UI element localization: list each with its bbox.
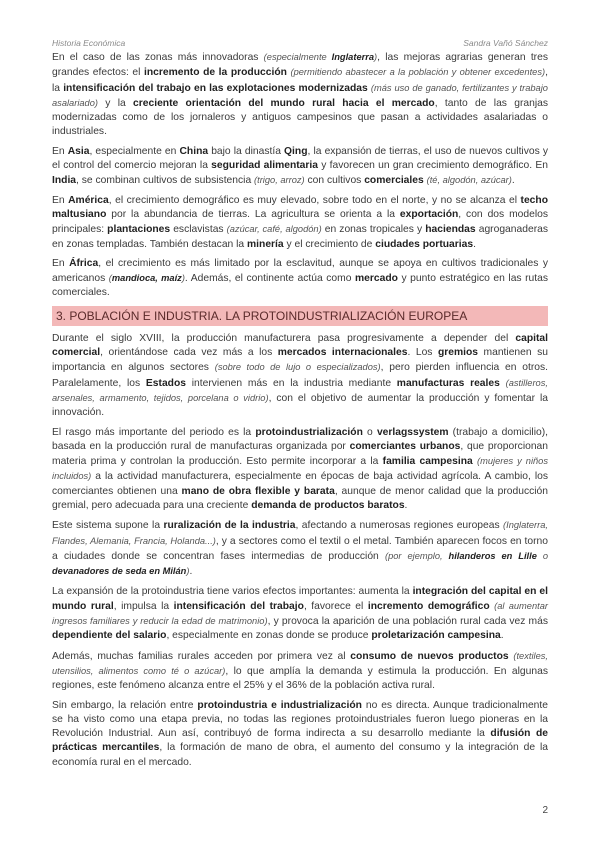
text-run: , la [52, 67, 548, 94]
bold-term: haciendas [425, 224, 476, 236]
bold-term: mano de obra flexible y barata [181, 485, 335, 497]
text-run: y el crecimiento de [283, 238, 376, 250]
bold-term: exportación [399, 208, 459, 220]
text-run: , orientándose cada vez más a los [100, 347, 278, 359]
text-run: , la expansión de tierras, el uso de nuevos cultivos y el control del comercio mejoran la [52, 145, 548, 172]
paragraph-4 [52, 257, 548, 301]
paragraph-3 [52, 194, 548, 252]
header-left: Historia Económica [52, 38, 126, 48]
paragraph-5 [52, 332, 548, 421]
text-run: , el crecimiento demográfico es muy elevado, sobre todo en el norte, y no se alcanza el [108, 194, 521, 206]
text-run: , pero pierden influencia en otros. Paralelamente, los [52, 362, 548, 389]
paragraph-6 [52, 426, 548, 514]
text-run: , especialmente en zonas donde se produce [166, 630, 372, 642]
text-run: mantienen su importancia en algunos sectores [52, 347, 548, 374]
bold-term: proletarización campesina [371, 630, 501, 642]
italic-note: (al aumentar ingresos familiares y reducir la edad de matrimonio) [52, 600, 548, 627]
bold-term: comerciales [364, 175, 424, 187]
text-run: , especialmente en [89, 145, 180, 157]
bold-italic-term: hilanderos en Lille [448, 550, 537, 561]
bold-term: capital comercial [52, 332, 548, 359]
bold-term: India [52, 175, 77, 187]
text-run: . [511, 175, 515, 187]
paragraph-2 [52, 145, 548, 189]
page-number: 2 [542, 805, 548, 816]
paragraph-9 [52, 649, 548, 694]
bold-term: ciudades portuarias [375, 238, 474, 250]
text-run: y favorecen un gran crecimiento demográfico. En [318, 160, 548, 172]
text-run: En el caso de las zonas más innovadoras [52, 52, 264, 63]
text-run: . Los [407, 347, 438, 359]
text-run: agroganaderas en zonas templadas. También destacan la [52, 224, 548, 250]
text-run: por la abundancia de tierras. La agricultura se orienta a la [106, 208, 400, 220]
bold-term: ruralización de la industria [163, 520, 296, 532]
text-run: , y provoca la aparición de una población rural cada vez más [267, 616, 549, 628]
bold-term: plantaciones [107, 224, 171, 236]
italic-note: (té, algodón, azúcar) [426, 175, 512, 186]
bold-term: creciente orientación del mundo rural hacia el mercado [133, 97, 435, 109]
header-right: Sandra Vañó Sánchez [463, 38, 548, 48]
text-run: , tanto de las granjas modernizadas como de los jornaleros y antiguos campesinos que pasan a actividades asalariadas o industriales. [52, 97, 549, 138]
bold-italic-term: mandioca, maíz [111, 273, 182, 284]
text-run: y punto estratégico en las rutas comerciales. [52, 273, 549, 299]
italic-note: ) [374, 52, 378, 62]
bold-term: Qing [284, 145, 308, 157]
italic-note: (por ejemplo, [385, 550, 449, 561]
bold-term: techo maltusiano [52, 194, 548, 220]
text-run: , con el objetivo de aumentar la producción y fomentar la innovación. [52, 392, 549, 419]
text-run: , se combinan cultivos de subsistencia [76, 175, 255, 187]
text-run: Durante el siglo XVIII, la producción manufacturera pasa progresivamente a depender del [52, 332, 516, 344]
italic-note: ) [186, 566, 190, 577]
text-run: . [189, 566, 193, 578]
paragraph-7 [52, 518, 548, 579]
italic-note: (Inglaterra, Flandes, Alemania, Francia, Holanda...) [52, 520, 548, 546]
italic-note: (especialmente [263, 52, 332, 62]
bold-term: verlagssystem [376, 426, 449, 438]
bold-term: manufacturas reales [396, 377, 500, 389]
document-body [52, 50, 548, 775]
bold-term: incremento de la producción [144, 67, 287, 79]
bold-term: mercados internacionales [277, 347, 408, 359]
bold-term: minería [247, 238, 284, 250]
text-run: esclavistas [170, 224, 227, 236]
bold-term: familia campesina [382, 456, 473, 468]
italic-note: (trigo, arroz) [254, 175, 305, 186]
italic-note: (permitiendo abastecer a la población y obtener excedentes) [290, 67, 546, 78]
italic-note: ( [108, 273, 112, 284]
bold-term: dependiente del salario [52, 630, 167, 642]
italic-note: ) [181, 273, 185, 284]
italic-note: (más uso de ganado, fertilizantes y trabajo asalariado) [52, 82, 548, 108]
bold-term: comerciantes urbanos [349, 440, 461, 452]
italic-note: (textiles, utensilios, alimentos como té o azúcar) [52, 650, 548, 676]
text-run: (trabajo a domicilio), basada en la producción rural de manufacturas organizada por [52, 426, 548, 452]
text-run: La expansión de la protoindustria tiene varios efectos importantes: aumenta la [52, 585, 413, 597]
text-run: , con dos modelos principales: [52, 208, 548, 236]
text-run: Este sistema supone la [52, 520, 164, 532]
text-run: Además, muchas familias rurales acceden por primera vez al [52, 650, 351, 662]
text-run: no es directa. Aunque tradicionalmente se ha visto como una etapa previa, no todas las regiones protoindustriales fueron luego pioneras en la Revolución Industrial. Aun así, contribuyó de forma indirecta a su desarrollo mediante la [52, 699, 549, 740]
bold-term: China [179, 145, 209, 157]
text-run: . Además, el continente actúa como [184, 273, 356, 285]
text-run: o [362, 426, 377, 438]
bold-term: protoindustrialización [255, 426, 363, 438]
bold-term: África [69, 257, 99, 269]
text-run: , afectando a numerosas regiones europeas [295, 520, 504, 532]
italic-note: (astilleros, arsenales, armamento, tejidos, porcelana o vidrio) [52, 377, 548, 403]
bold-term: difusión de prácticas mercantiles [52, 728, 549, 754]
bold-term: consumo de nuevos productos [350, 650, 509, 662]
text-run: . [473, 238, 476, 250]
bold-term: gremios [437, 347, 479, 359]
text-run: , impulsa la [113, 600, 174, 612]
text-run: bajo la dinastía [208, 145, 285, 157]
text-run: con cultivos [304, 175, 365, 187]
text-run: y la [98, 97, 134, 109]
text-run: El rasgo más importante del periodo es la [52, 426, 256, 438]
text-run: , la formación de mano de obra, el aumento del consumo y la integración de la economía rural en el mercado. [52, 742, 548, 768]
italic-note: (sobre todo de lujo o especializados) [214, 362, 381, 373]
text-run: , lo que amplía la demanda y estimula la producción. En algunas regiones, este fenómeno alcanza entre el 25% y el 36% de la población activa rural. [52, 665, 548, 692]
italic-note: (azúcar, café, algodón) [226, 224, 322, 235]
text-run: intervienen más en la industria mediante [185, 377, 397, 389]
bold-term: intensificación del trabajo [173, 600, 304, 612]
bold-italic-term: devanadores de seda en Milán [52, 566, 187, 577]
text-run: a la actividad manufacturera, especialmente en épocas de baja actividad agrícola. A cambio, los comerciantes obtienen una [52, 471, 548, 497]
section-heading: 3. POBLACIÓN E INDUSTRIA. LA PROTOINDUSTRIALIZACIÓN EUROPEA [52, 306, 548, 326]
text-run: En [52, 257, 70, 269]
text-run: , favorece el [303, 600, 368, 612]
text-run: , las mejoras agrarias generan tres grandes efectos: el [52, 52, 548, 79]
text-run: , el crecimiento es más limitado por la esclavitud, aunque se apoya en cultivos tradicionales y americanos [52, 257, 548, 285]
bold-term: Asia [67, 145, 90, 157]
italic-note: (mujeres y niños incluidos) [52, 456, 548, 482]
bold-term: protoindustria e industrialización [197, 699, 362, 711]
bold-term: Estados [145, 377, 186, 389]
text-run: . [404, 500, 408, 512]
text-run: En [52, 194, 69, 206]
paragraph-10 [52, 699, 548, 770]
text-run: , que proporcionan materia prima y controlan la producción. Esto permite incorporar a la [52, 440, 549, 468]
bold-term: intensificación del trabajo en las explotaciones modernizadas [63, 82, 368, 94]
bold-term: incremento demográfico [367, 600, 490, 612]
bold-term: seguridad alimentaria [211, 160, 319, 172]
paragraph-1 [52, 50, 548, 140]
text-run: Sin embargo, la relación entre [52, 699, 198, 711]
text-run: En [52, 145, 68, 157]
italic-note: o [536, 550, 548, 561]
bold-term: mercado [355, 273, 398, 285]
text-run: , aunque de menor calidad que la producción gremial, pero adecuada para una creciente [52, 485, 548, 512]
bold-term: integración del capital en el mundo rural [52, 585, 548, 612]
text-run: en zonas tropicales y [321, 224, 426, 236]
bold-term: América [68, 194, 109, 206]
paragraph-8 [52, 585, 548, 644]
bold-italic-term: Inglaterra [331, 52, 375, 62]
text-run: , y a sectores como el textil o el metal. También aparecen focos en torno a ciudades donde se concentran fases intermedias de producción [52, 535, 548, 562]
text-run: . [500, 630, 504, 642]
bold-term: demanda de productos baratos [251, 500, 405, 512]
